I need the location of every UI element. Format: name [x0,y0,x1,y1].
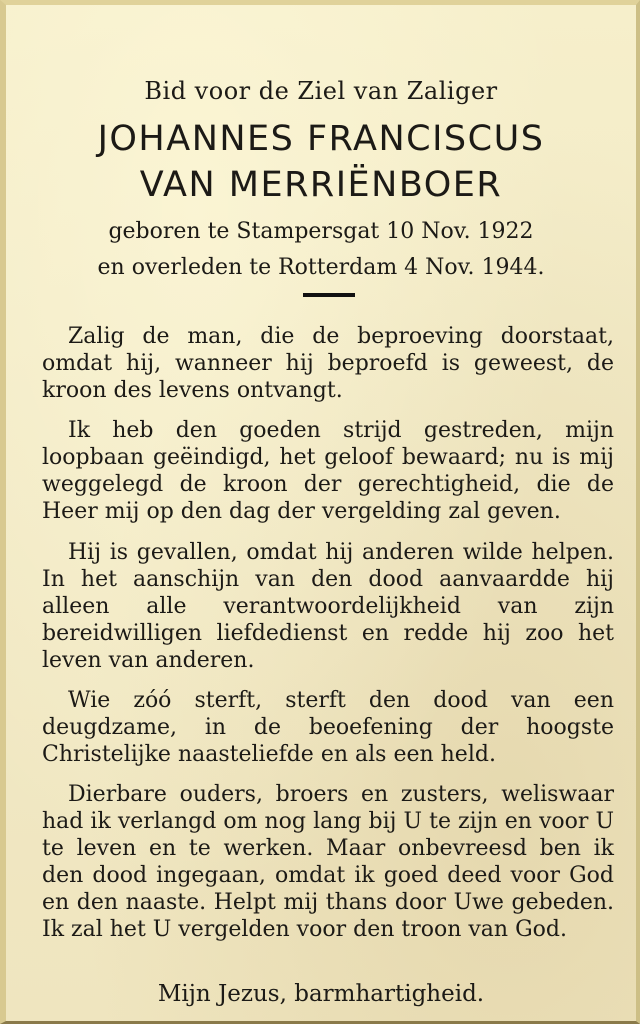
paragraph-farewell: Dierbare ouders, broers en zusters, weliswaar had ik verlangd om nog lang bij U te zijn en voor U te leven en te werken. Maar onbevreesd ben ik den dood ingegaan, omdat ik goed deed voor God en den naaste. Helpt mij thans door Uwe gebeden. Ik zal het U vergelden voor den troon van God. [42,782,614,942]
paragraph-virtuous-death: Wie zóó sterft, sterft den dood van een deugdzame, in de beoefening der hoogste Christelijke naasteliefde en als een held. [42,688,614,767]
paragraph-scripture: Zalig de man, die de beproeving doorstaat, omdat hij, wanneer hij beproefd is geweest, de kroon des levens ontvangt. [42,324,614,403]
divider [303,293,355,297]
death-line: en overleden te Rotterdam 4 Nov. 1944. [97,255,545,280]
deceased-name-first: JOHANNES FRANCISCUS [97,119,545,159]
deceased-name-last: VAN MERRIËNBOER [139,165,503,205]
birth-line: geboren te Stampersgat 10 Nov. 1922 [108,219,534,244]
paragraph-fallen: Hij is gevallen, omdat hij anderen wilde helpen. In het aanschijn van den dood aanvaardde hij alleen alle verantwoordelijkheid van zijn bereidwilligen liefdedienst en redde hij zoo het leven van anderen. [42,540,614,673]
intro-line: Bid voor de Ziel van Zaliger [144,77,498,105]
closing-prayer: Mijn Jezus, barmhartigheid. [157,981,485,1007]
paragraph-good-fight: Ik heb den goeden strijd gestreden, mijn loopbaan geëindigd, het geloof bewaard; nu is mij weggelegd de kroon der gerechtigheid, die de Heer mij op den dag der vergelding zal geven. [42,418,614,524]
